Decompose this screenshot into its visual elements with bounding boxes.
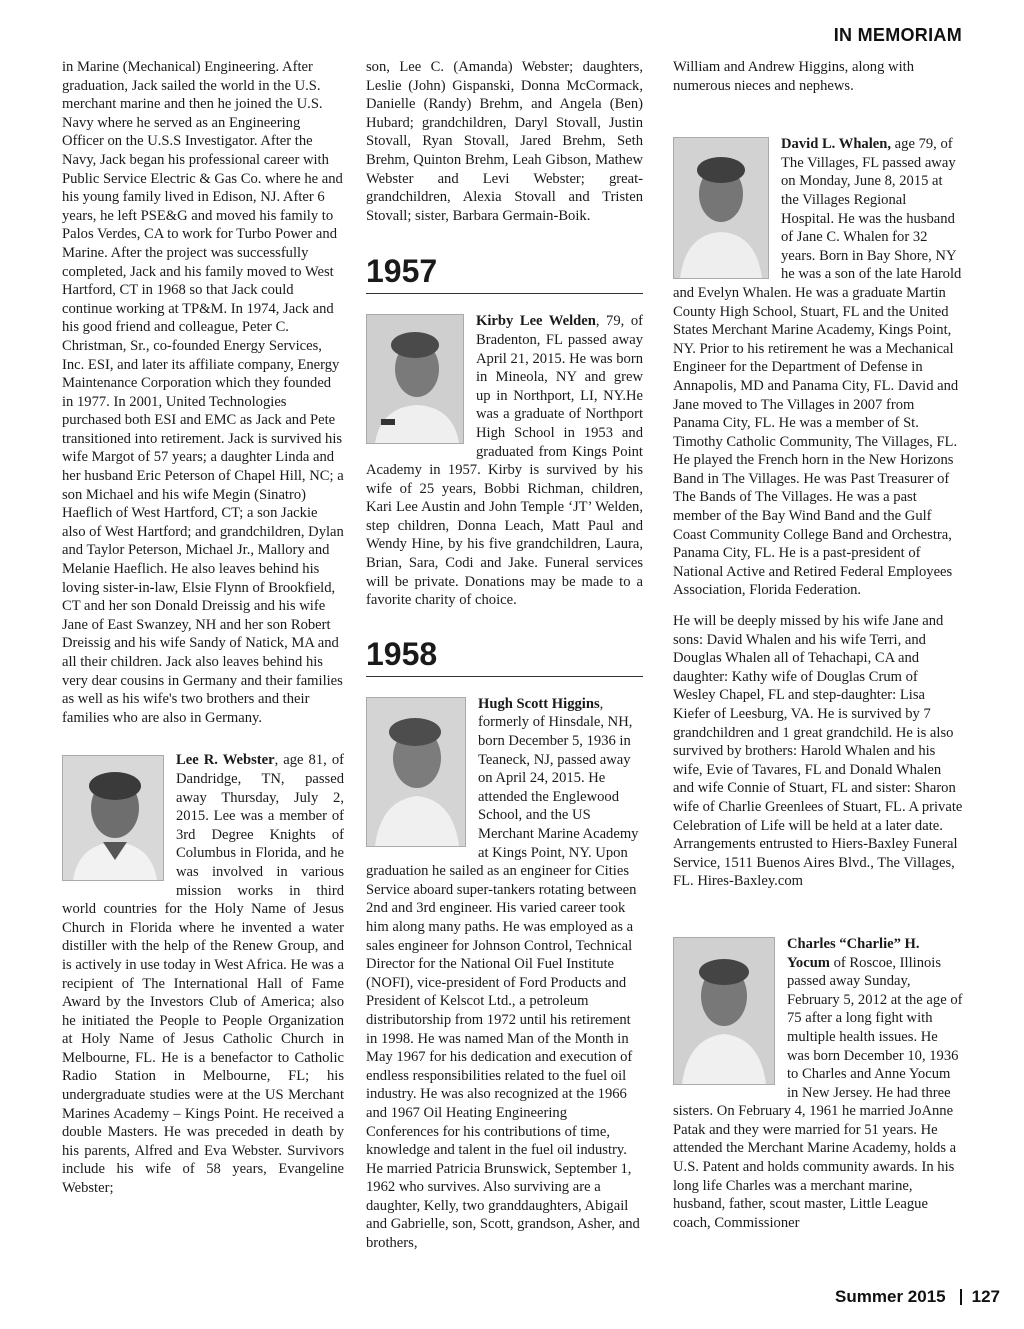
section-title: IN MEMORIAM bbox=[833, 25, 962, 45]
page-number: 127 bbox=[971, 1287, 1000, 1306]
issue-label: Summer 2015 bbox=[835, 1287, 946, 1306]
obituary-text-whalen: age 79, of The Villages, FL passed away on Monday, June 8, 2015 at the Villages Regional Hospital. He was the husband of Jane C. Whalen for 32 years. Born in Bay Shore, NY he was a son of the late Harold and Evelyn Whalen. He was a graduate Martin County High School, Stuart, FL and the United States Merchant Marine Academy, Kings Point, NY. Prior to his retirement he was a Mechanical Engineer for the Department of Defense in Annapolis, MD and Panama City, FL. David and Jane moved to The Villages in 2007 from Panama City, FL. He was a member of St. Timothy Catholic Community, The Villages, FL. He played the French horn in the New Horizons Band in The Villages. He was Past Treasurer of The Bands of The Villages. He was a past member of the Bay Wind Band and the Gulf Coast Community College Band and Orchestra, Panama City, FL. He is a past-president of National Active and Retired Federal Employees Association, Florida Federation. bbox=[673, 136, 962, 599]
decedent-name-whalen: David L. Whalen, bbox=[781, 136, 892, 153]
portrait-photo-whalen bbox=[673, 137, 769, 279]
continued-obituary-text: son, Lee C. (Amanda) Webster; daughters, Leslie (John) Gispanski, Donna McCormack, Danielle (Randy) Brehm, and Angela (Ben) Hubard; grandchildren, Daryl Stovall, Justin Stovall, Ryan Stovall, Jared Brehm, Seth Brehm, Quinton Brehm, Leah Gibson, Mathew Webster and Levi Webster; great-grandchildren, Alexia Stovall and Tristen Stovall; sister, Barbara Germain-Boik. bbox=[366, 59, 643, 224]
continued-obituary-text: in Marine (Mechanical) Engineering. After graduation, Jack sailed the world in the U.S. merchant marine and then he joined the U.S. Navy where he served as an Engineering Officer on the U.S.S Investigator. After the Navy, Jack began his professional career with Public Service Electric & Gas Co. where he and his young family lived in Edison, NJ. After 6 years, he left PSE&G and moved his family to Palos Verdes, CA to work for Turbo Power and Marine. After the project was successfully completed, Jack and his family moved to West Hartford, CT in 1968 so that Jack could continue working at TP&M. In 1974, Jack and his good friend and colleague, Peter C. Christman, Sr., co-founded Energy Services, Inc. ESI, and later its affiliate company, Energy Maintenance Corporation which they founded in 1977. In 2001, United Technologies purchased both ESI and EMC as Jack and Pete transitioned into retirement. Jack is survived his wife Margot of 57 years; a daughter Linda and her husband Eric Peterson of Chapel Hill, NC; a son Michael and his wife Megin (Sinatro) Haeflich of West Hartford, CT; a son Jackie also of West Hartford; and grandchildren, Dylan and Taylor Peterson, Michael Jr., Mallory and Melanie Haeflich. He also leaves behind his loving sister-in-law, Elsie Flynn of Brookfield, CT and her son Donald Dreissig and his wife Jane of East Swanzey, NH and her son Robert Dreissig and his wife Sandy of Natick, MA and all their children. Jack also leaves behind his very dear cousins in Germany and their families as well as his wife's two brothers and their families who are also in Germany. bbox=[62, 59, 344, 726]
class-year-heading-1958: 1958 bbox=[366, 636, 643, 677]
obituary-text-welden: , 79, of Bradenton, FL passed away April 21, 2015. He was born in Mineola, NY and grew up in Northport, LI, NY.He was a graduate of Northport High School in 1953 and graduated from Kings Point Academy in 1957. Kirby is survived by his wife of 25 years, Bobbi Richman, children, Kari Lee Austin and John Temple ‘JT’ Welden, step children, Donna Leach, Matt Paul and Wendy Hine, by his five grandchildren, Laura, Brian, Sara, Codi and Jake. Funeral services will be private. Donations may be made to a favorite charity of choice. bbox=[366, 313, 643, 609]
decedent-name-welden: Kirby Lee Welden bbox=[476, 313, 596, 330]
column-1 bbox=[62, 58, 344, 1198]
portrait-photo-yocum bbox=[673, 937, 775, 1085]
obituary-webster bbox=[62, 751, 344, 1197]
obituary-whalen bbox=[673, 135, 963, 891]
obituary-welden bbox=[366, 312, 643, 610]
continued-obituary-text: William and Andrew Higgins, along with numerous nieces and nephews. bbox=[673, 59, 914, 94]
decedent-name-higgins: Hugh Scott Higgins bbox=[478, 695, 600, 712]
obituary-text-higgins: , formerly of Hinsdale, NH, born December 5, 1936 in Teaneck, NJ, passed away on April 24, 2015. He attended the Englewood School, and the US Merchant Marine Academy at Kings Point, NY. Upon graduation he sailed as an engineer for Cities Service aboard super-tankers rotating between 2nd and 3rd engineer. His varied career took him along many paths. He was employed as a sales engineer for Johnson Control, Technical Director for the National Oil Fuel Institute (NOFI), vice-president of Ford Products and President of Kelscot Ltd., a petroleum distributorship from 1972 until his retirement in 1998. He was named Man of the Month in May 1967 for his dedication and execution of endless responsibilities related to the fuel oil industry. He was also recognized at the 1966 and 1967 Oil Heating Engineering Conferences for his contributions of time, knowledge and talent in the fuel oil industry. He married Patricia Brunswick, September 1, 1962 who survives. Also surviving are a daughter, Kelly, two granddaughters, Abigail and Gabrielle, son, Scott, grandson, Asher, and brothers, bbox=[366, 695, 640, 1252]
decedent-name-webster: Lee R. Webster bbox=[176, 752, 275, 769]
column-3 bbox=[673, 58, 963, 1232]
obituary-yocum bbox=[673, 935, 963, 1233]
portrait-photo-welden bbox=[366, 314, 464, 444]
obituary-higgins bbox=[366, 695, 643, 1253]
page-footer bbox=[835, 1287, 1000, 1307]
footer-divider bbox=[960, 1289, 962, 1305]
obituary-text-yocum: of Roscoe, Illinois passed away Sunday, February 5, 2012 at the age of 75 after a long fight with multiple health issues. He was born December 10, 1936 to Charles and Anne Yocum in New Jersey. He had three sisters. On February 4, 1961 he married JoAnne Patak and they were married for 51 years. He attended the Merchant Marine Academy, holds a U.S. Patent and holds community awards. In his long life Charles was a merchant marine, husband, father, scout master, Little League coach, Commissioner bbox=[673, 954, 963, 1231]
decedent-name-yocum: Charles “Charlie” H. Yocum bbox=[787, 935, 920, 971]
obituary-text-webster: , age 81, of Dandridge, TN, passed away Thursday, July 2, 2015. Lee was a member of 3rd Degree Knights of Columbus in Florida, and he was involved in various mission works in third world countries for the Holy Name of Jesus Church in Florida where he invented a water distiller with the help of the Renew Group, and is actively in use today in West Africa. He was a recipient of The International Hall of Fame Award by the Investors Club of America; also he initiated the People to People Organization at Holy Name of Jesus Catholic Church in Melbourne, FL. He is a benefactor to Catholic Radio Station in Melbourne, FL; his undergraduate studies were at the US Merchant Marines Academy – Kings Point. He received a double Masters. He was preceded in death by his parents, Alfred and Eva Webster. Survivors include his wife of 58 years, Evangeline Webster; bbox=[62, 752, 344, 1197]
obituary-text-whalen-survivors: He will be deeply missed by his wife Jane and sons: David Whalen and his wife Terri, and Douglas Whalen all of Tehachapi, CA and daughter: Kathy wife of Douglas Crum of Wesley Chapel, FL and step-daughter: Lisa Kiefer of Leesburg, VA. He is survived by 7 grandchildren and 1 great grandchild. He is also survived by brothers: Harold Whalen and his wife, Evie of Tavares, FL and Donald Whalen and wife Connie of Stuart, FL and sister: Sharon wife of Charlie Greenlees of Stuart, FL. A private Celebration of Life will be held at a later date. Arrangements entrusted to Hiers-Baxley Funeral Service, 1511 Buenos Aires Blvd., The Villages, FL. Hires-Baxley.com bbox=[673, 613, 963, 890]
class-year-heading-1957: 1957 bbox=[366, 253, 643, 294]
portrait-photo-webster bbox=[62, 755, 164, 881]
column-2 bbox=[366, 58, 643, 1253]
portrait-photo-higgins bbox=[366, 697, 466, 847]
